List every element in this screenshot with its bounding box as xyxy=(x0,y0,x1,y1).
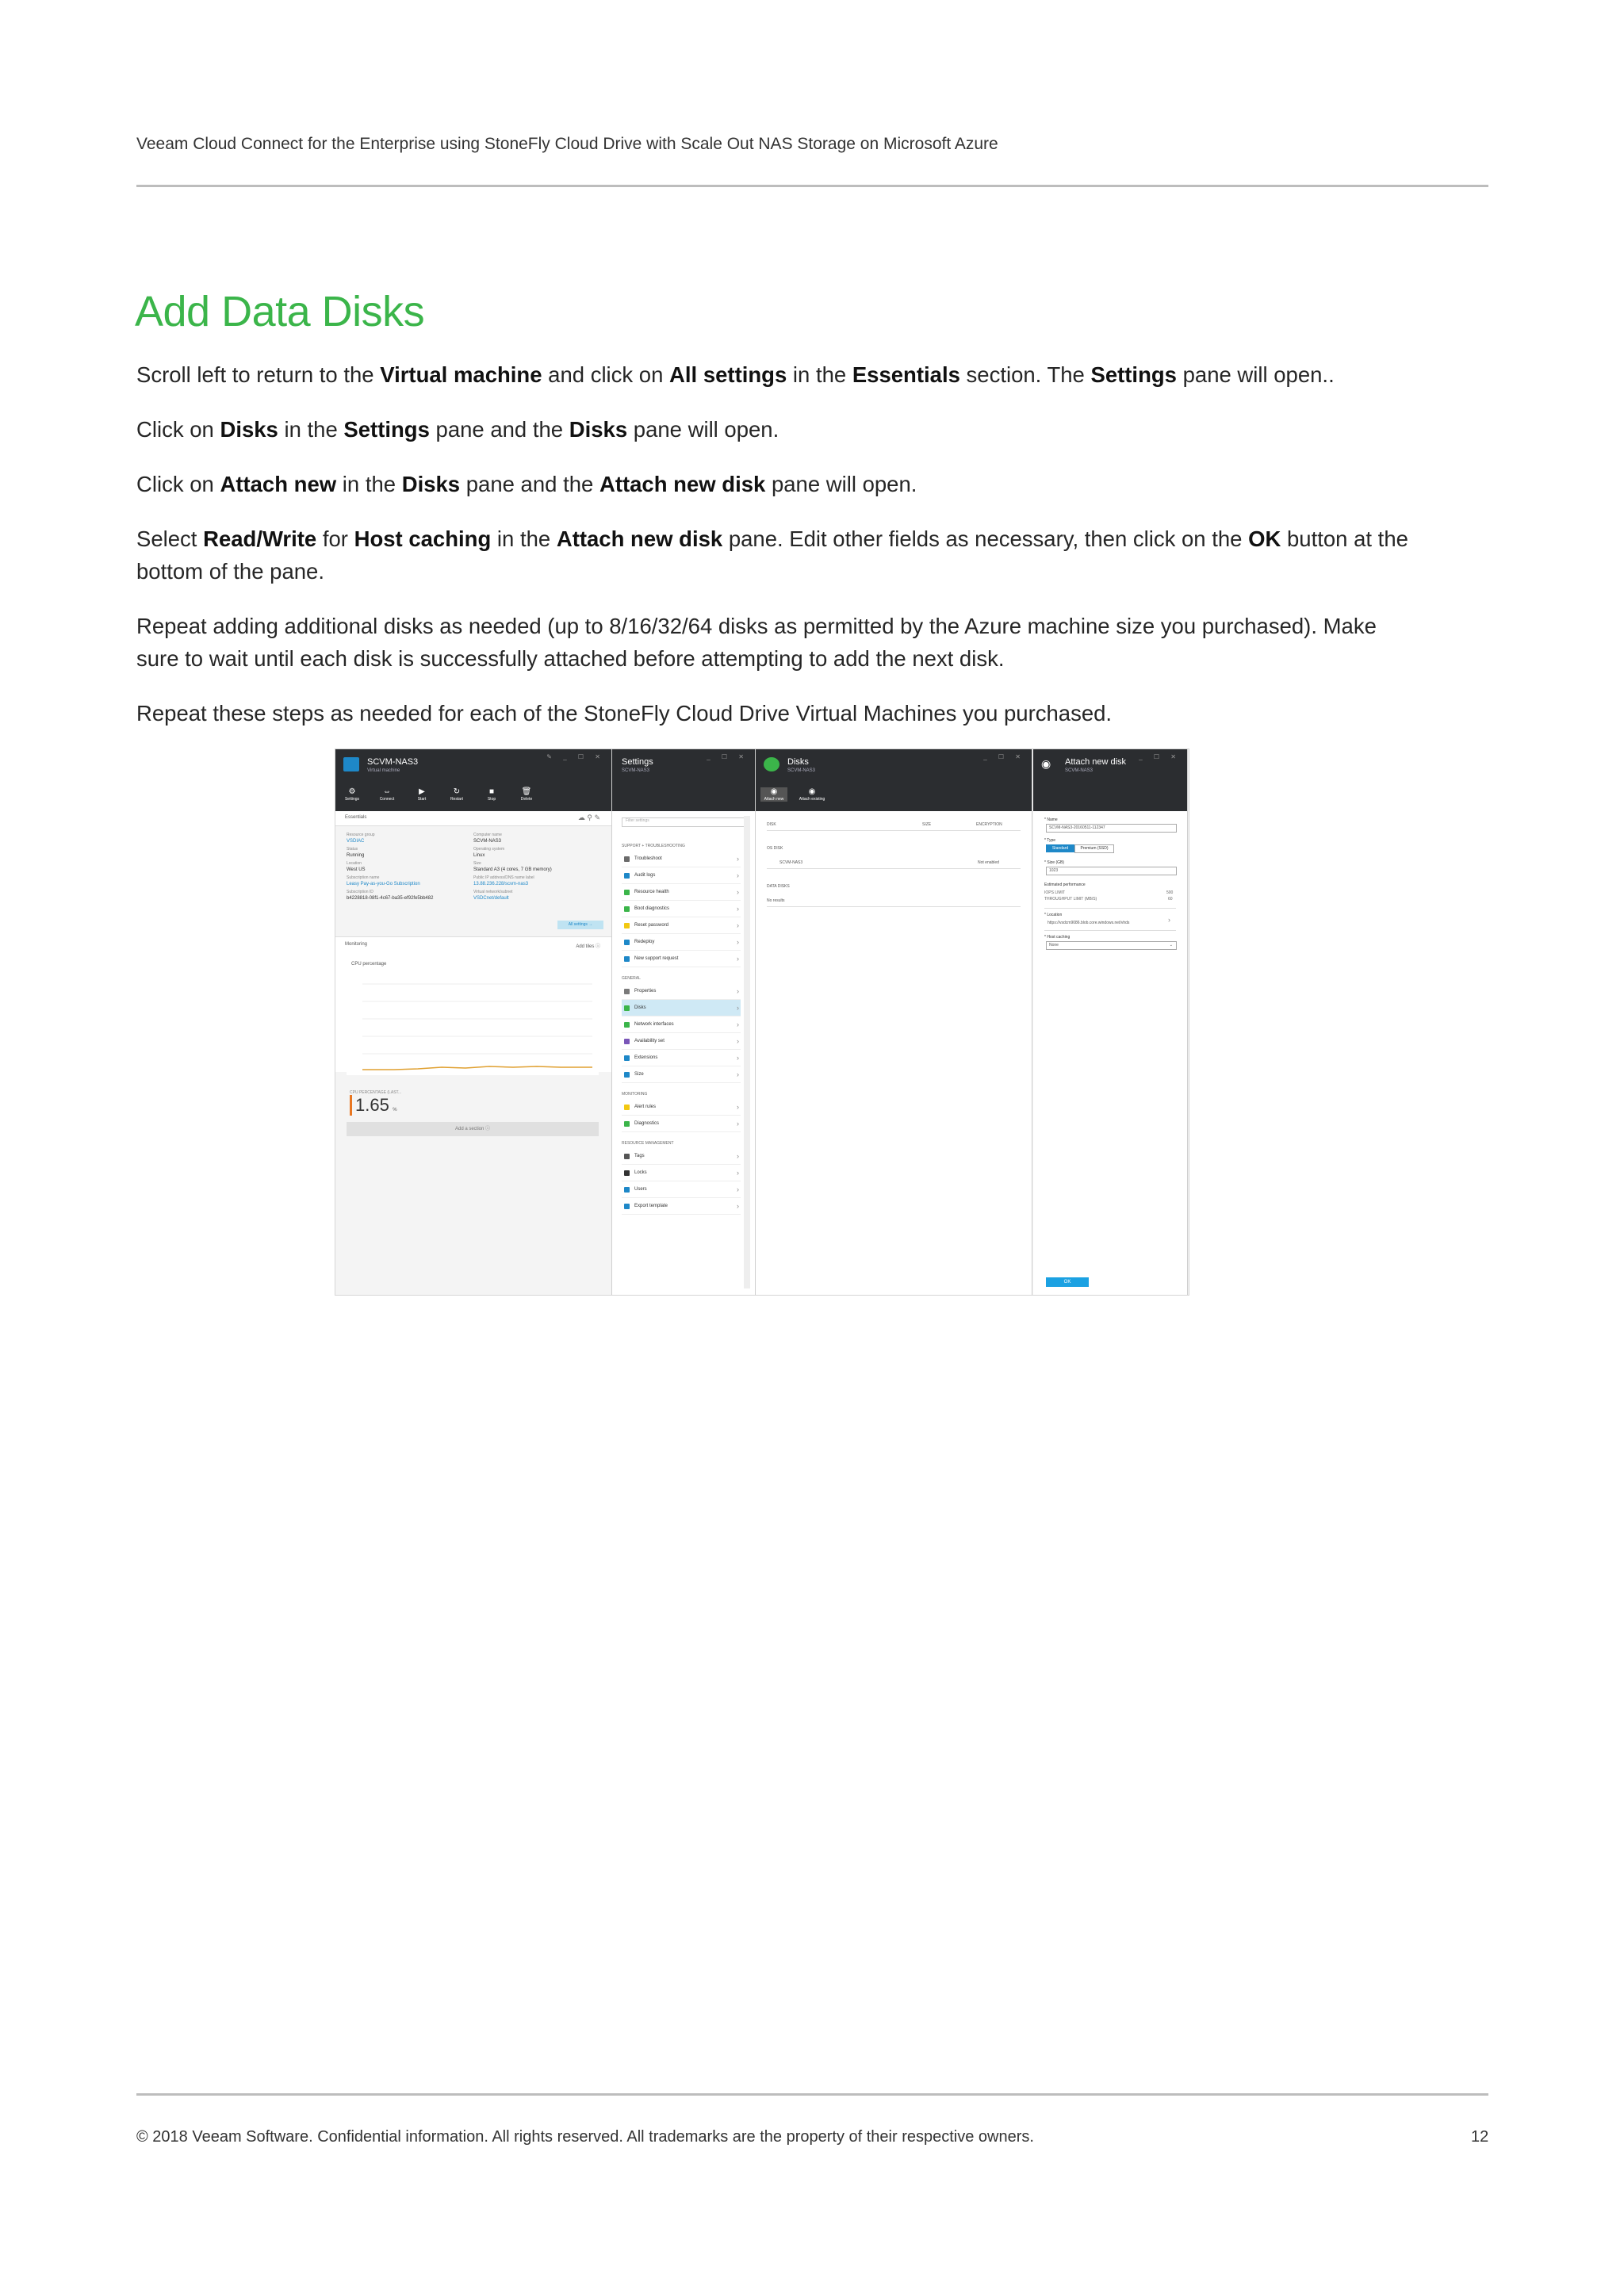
cpu-chart-tile[interactable] xyxy=(347,960,599,1075)
divider xyxy=(767,906,1021,907)
settings-item-label: Diagnostics xyxy=(634,1121,660,1126)
attach-new-button[interactable]: ◉ Attach new xyxy=(760,787,787,802)
settings-item-label: Availability set xyxy=(634,1039,665,1043)
chevron-right-icon: › xyxy=(737,921,739,929)
chevron-right-icon: › xyxy=(737,1070,739,1078)
essentials-field-label: Virtual network/subnet xyxy=(473,890,513,894)
attach-blade-header xyxy=(1033,749,1187,811)
host-caching-select[interactable]: None ⌄ xyxy=(1046,941,1177,950)
settings-item-locks[interactable] xyxy=(622,1165,741,1181)
cpu-chart-title: CPU percentage xyxy=(351,962,387,967)
essentials-grid xyxy=(347,832,600,902)
disks-col-encryption: ENCRYPTION xyxy=(976,822,1002,827)
paragraph xyxy=(136,523,1421,588)
disks-icon xyxy=(624,1005,630,1011)
header-rule xyxy=(136,185,1488,187)
attach-new-disk-blade xyxy=(1033,749,1188,1295)
text-run: Select xyxy=(136,526,204,551)
text-run: for xyxy=(316,526,354,551)
cpu-metric-value: 1.65 xyxy=(355,1095,389,1115)
host-caching-label: * Host caching xyxy=(1044,935,1071,940)
essentials-field-label: Computer name xyxy=(473,833,502,837)
text-run: in the xyxy=(336,472,402,496)
vm-blade-title: SCVM-NAS3 xyxy=(367,757,419,767)
os-disk-header: OS DISK xyxy=(767,846,783,851)
divider xyxy=(767,830,1021,831)
chevron-right-icon: › xyxy=(737,987,739,995)
iops-limit-label: IOPS LIMIT xyxy=(1044,890,1066,895)
settings-blade-header xyxy=(612,749,755,811)
bold-term: Essentials xyxy=(852,362,960,387)
essentials-field-value: SCVM-NAS3 xyxy=(473,839,502,844)
extensions-icon xyxy=(624,1055,630,1061)
troubleshoot-icon xyxy=(624,856,630,862)
bold-term: Attach new xyxy=(220,472,337,496)
essentials-toolbar-icons[interactable]: ☁ ⚲ ✎ xyxy=(577,814,600,821)
estimated-performance-label: Estimated performance xyxy=(1044,882,1086,887)
window-controls[interactable]: _ ☐ ✕ xyxy=(707,753,749,760)
paragraph xyxy=(136,697,1421,729)
essentials-field[interactable] xyxy=(347,875,473,887)
throughput-limit-value: 60 xyxy=(1168,897,1173,902)
paragraph xyxy=(136,610,1421,675)
text-run: in the xyxy=(787,362,852,387)
bold-term: Attach new disk xyxy=(556,526,723,551)
text-run: and click on xyxy=(542,362,670,387)
gear-icon: ⚙ xyxy=(348,787,356,796)
essentials-field-value[interactable]: 13.88.236.228/scvm-nas3 xyxy=(473,882,529,886)
chevron-right-icon: › xyxy=(737,905,739,913)
disks-blade-subtitle: SCVM-NAS3 xyxy=(787,768,816,773)
settings-item-label: Resource health xyxy=(634,890,669,894)
chevron-down-icon: ⌄ xyxy=(1169,943,1173,948)
settings-item-network-interfaces[interactable] xyxy=(622,1016,741,1033)
cpu-metric-unit: % xyxy=(393,1108,397,1112)
text-run: pane. Edit other fields as necessary, then click on the xyxy=(722,526,1249,551)
vm-command-bar xyxy=(340,787,538,802)
attach-blade-title: Attach new disk xyxy=(1065,757,1127,767)
essentials-field xyxy=(473,846,600,859)
new-support-request-icon xyxy=(624,956,630,962)
location-label: * Location xyxy=(1044,913,1063,917)
delete-command[interactable]: 🗑 Delete xyxy=(515,787,538,802)
essentials-field-label: Status xyxy=(347,847,358,852)
bold-term: Virtual machine xyxy=(380,362,542,387)
essentials-field-label: Public IP address/DNS name label xyxy=(473,875,534,880)
settings-item-label: Alert rules xyxy=(634,1105,657,1109)
chevron-right-icon: › xyxy=(737,1185,739,1193)
text-run: button at the bottom of the pane. xyxy=(136,526,1408,584)
attach-existing-button[interactable]: ◉ Attach existing xyxy=(799,787,825,802)
restart-icon: ↻ xyxy=(453,787,461,796)
settings-item-label: Network interfaces xyxy=(634,1022,674,1027)
monitoring-label: Monitoring xyxy=(345,942,368,947)
audit-logs-icon xyxy=(624,873,630,879)
disks-col-disk: DISK xyxy=(767,822,776,827)
chevron-right-icon: › xyxy=(737,1037,739,1045)
chevron-right-icon: › xyxy=(737,1169,739,1177)
settings-group-header: RESOURCE MANAGEMENT xyxy=(622,1141,674,1146)
footer-copyright: © 2018 Veeam Software. Confidential information. All rights reserved. All trademarks are the property of their respective owners. xyxy=(136,2128,1034,2146)
redeploy-icon xyxy=(624,940,630,945)
paragraph xyxy=(136,468,1421,500)
bold-term: Host caching xyxy=(354,526,492,551)
settings-group-header: MONITORING xyxy=(622,1092,648,1097)
essentials-field xyxy=(347,889,473,902)
azure-portal-screenshot xyxy=(335,748,1189,1296)
text-run: in the xyxy=(491,526,557,551)
vm-icon xyxy=(343,757,359,771)
settings-item-properties[interactable] xyxy=(622,983,741,1000)
text-run: pane will open. xyxy=(627,417,779,442)
section-title: Add Data Disks xyxy=(135,288,425,335)
essentials-field-value: West US xyxy=(347,867,366,872)
scrollbar[interactable] xyxy=(744,816,750,1288)
settings-item-audit-logs[interactable] xyxy=(622,867,741,884)
connect-icon: ⇔ xyxy=(383,787,391,796)
essentials-field-label: Operating system xyxy=(473,847,505,852)
settings-item-diagnostics[interactable] xyxy=(622,1116,741,1132)
document-header: Veeam Cloud Connect for the Enterprise using StoneFly Cloud Drive with Scale Out NAS Storage on Microsoft Azure xyxy=(136,135,998,153)
start-command[interactable]: ▶ Start xyxy=(410,787,434,802)
disks-icon xyxy=(764,757,779,771)
essentials-field-value: Running xyxy=(347,853,365,858)
settings-item-label: Disks xyxy=(634,1005,646,1010)
network-interfaces-icon xyxy=(624,1022,630,1028)
essentials-field xyxy=(473,832,600,844)
type-label: * Type xyxy=(1044,838,1056,843)
name-label: * Name xyxy=(1044,817,1058,822)
settings-item-alert-rules[interactable] xyxy=(622,1099,741,1116)
essentials-field-label: Resource group xyxy=(347,833,375,837)
chevron-right-icon[interactable]: › xyxy=(1168,916,1170,924)
bold-term: Settings xyxy=(1090,362,1177,387)
resource-health-icon xyxy=(624,890,630,895)
window-controls[interactable]: _ ☐ ✕ xyxy=(1139,753,1181,760)
settings-item-label: Export template xyxy=(634,1204,668,1208)
chevron-right-icon: › xyxy=(737,1020,739,1028)
essentials-field xyxy=(347,846,473,859)
chevron-right-icon: › xyxy=(737,938,739,946)
essentials-field-label: Subscription name xyxy=(347,875,380,880)
settings-item-label: Troubleshoot xyxy=(634,856,662,861)
attach-blade-subtitle: SCVM-NAS3 xyxy=(1065,768,1094,773)
cpu-metric-label: CPU PERCENTAGE (LAST... xyxy=(350,1090,402,1095)
iops-limit-value: 500 xyxy=(1166,890,1174,895)
chevron-right-icon: › xyxy=(737,955,739,963)
data-disks-header: DATA DISKS xyxy=(767,884,790,889)
settings-item-resource-health[interactable] xyxy=(622,884,741,901)
settings-item-availability-set[interactable] xyxy=(622,1033,741,1050)
settings-blade-subtitle: SCVM-NAS3 xyxy=(622,768,650,773)
essentials-field-value: Linux xyxy=(473,853,485,858)
no-results-text: No results xyxy=(767,898,785,903)
chevron-right-icon: › xyxy=(737,1054,739,1062)
size-label: * Size (GB) xyxy=(1044,860,1065,865)
add-tiles-link[interactable]: Add tiles ⓘ xyxy=(576,944,600,949)
reset-password-icon xyxy=(624,923,630,928)
settings-item-troubleshoot[interactable] xyxy=(622,851,741,867)
settings-item-label: Reset password xyxy=(634,923,669,928)
bold-term: Disks xyxy=(401,472,461,496)
window-controls[interactable]: ✎ _ ☐ ✕ xyxy=(546,753,605,760)
disks-command-bar xyxy=(760,787,825,802)
settings-group-header: GENERAL xyxy=(622,976,641,981)
settings-item-users[interactable] xyxy=(622,1181,741,1198)
settings-item-label: Locks xyxy=(634,1170,647,1175)
essentials-field[interactable] xyxy=(347,832,473,844)
settings-item-label: Boot diagnostics xyxy=(634,906,670,911)
bold-term: Disks xyxy=(220,417,278,442)
essentials-field-label: Subscription ID xyxy=(347,890,373,894)
type-standard-option[interactable]: Standard xyxy=(1046,844,1074,852)
settings-item-label: Size xyxy=(634,1072,644,1077)
essentials-label: Essentials xyxy=(345,815,367,820)
availability-set-icon xyxy=(624,1039,630,1044)
settings-blade-title: Settings xyxy=(622,757,653,767)
connect-command[interactable]: ⇔ Connect xyxy=(375,787,399,802)
essentials-field-value[interactable]: VSDIAC xyxy=(347,839,365,844)
settings-list xyxy=(622,835,741,1215)
name-input[interactable]: SCVM-NAS3-20160511-112347 xyxy=(1046,824,1177,833)
restart-command[interactable]: ↻ Restart xyxy=(445,787,469,802)
diagnostics-icon xyxy=(624,1121,630,1127)
essentials-field-label: Size xyxy=(473,861,481,866)
disk-icon: ◉ xyxy=(808,787,816,796)
settings-item-extensions[interactable] xyxy=(622,1050,741,1066)
disks-blade xyxy=(756,749,1032,1295)
settings-item-tags[interactable] xyxy=(622,1148,741,1165)
settings-item-label: Extensions xyxy=(634,1055,658,1060)
settings-blade xyxy=(612,749,756,1295)
divider xyxy=(767,868,1021,869)
disks-col-size: SIZE xyxy=(922,822,932,827)
tags-icon xyxy=(624,1154,630,1159)
text-run: pane will open. xyxy=(765,472,917,496)
page-number: 12 xyxy=(1471,2128,1489,2146)
throughput-limit-label: THROUGHPUT LIMIT (MB/S) xyxy=(1044,897,1097,902)
stop-command[interactable]: ■ Stop xyxy=(480,787,504,802)
text-run: Repeat these steps as needed for each of the StoneFly Cloud Drive Virtual Machines you purchased. xyxy=(136,701,1113,726)
text-run: pane and the xyxy=(429,417,569,442)
settings-item-label: Users xyxy=(634,1187,647,1192)
settings-item-disks[interactable] xyxy=(622,1000,741,1016)
vm-blade-header xyxy=(335,749,611,811)
chevron-right-icon: › xyxy=(737,871,739,879)
add-section-button[interactable]: Add a section ⓘ xyxy=(347,1122,599,1136)
settings-item-label: Audit logs xyxy=(634,873,656,878)
stop-icon: ■ xyxy=(488,787,495,796)
settings-item-export-template[interactable] xyxy=(622,1198,741,1215)
bold-term: OK xyxy=(1248,526,1281,551)
divider xyxy=(1044,930,1176,931)
essentials-field-value[interactable]: VSDCnet/default xyxy=(473,896,509,901)
text-run: section. The xyxy=(959,362,1091,387)
chevron-right-icon: › xyxy=(737,1004,739,1012)
settings-item-label: New support request xyxy=(634,956,679,961)
os-disk-encryption: Not enabled xyxy=(978,860,999,865)
instructions xyxy=(136,358,1421,752)
size-input[interactable]: 1023 xyxy=(1046,867,1177,875)
text-run: Click on xyxy=(136,417,220,442)
disks-blade-title: Disks xyxy=(787,757,809,767)
type-premium-option[interactable]: Premium (SSD) xyxy=(1074,844,1114,853)
chevron-right-icon: › xyxy=(737,1202,739,1210)
os-disk-name[interactable]: SCVM-NAS3 xyxy=(779,860,803,865)
locks-icon xyxy=(624,1170,630,1176)
settings-item-new-support-request[interactable] xyxy=(622,951,741,967)
bold-term: Attach new disk xyxy=(599,472,766,496)
text-run: Repeat adding additional disks as needed (up to 8/16/32/64 disks as permitted by the Azure machine size you purchased). Make sure to wait until each disk is successfully attached before attempting to add the next disk. xyxy=(136,614,1377,671)
divider xyxy=(1044,908,1176,909)
alert-rules-icon xyxy=(624,1105,630,1110)
disk-icon: ◉ xyxy=(1041,757,1051,770)
disks-blade-header xyxy=(756,749,1032,811)
cpu-metric xyxy=(350,1090,401,1116)
essentials-field-value: Standard A3 (4 cores, 7 GB memory) xyxy=(473,867,552,872)
settings-group-header: SUPPORT + TROUBLESHOOTING xyxy=(622,844,685,848)
essentials-field-value: b4228818-08f1-4c67-ba35-ef92fe5bb482 xyxy=(347,896,434,901)
bold-term: Settings xyxy=(343,417,430,442)
settings-command[interactable]: ⚙ Settings xyxy=(340,787,364,802)
bold-term: Disks xyxy=(569,417,628,442)
size-icon xyxy=(624,1072,630,1078)
play-icon: ▶ xyxy=(419,787,425,796)
essentials-field-value[interactable]: Leasy Pay-as-you-Go Subscription xyxy=(347,882,420,886)
essentials-field[interactable] xyxy=(473,875,600,887)
paragraph xyxy=(136,358,1421,391)
paragraph xyxy=(136,413,1421,446)
text-run: Click on xyxy=(136,472,220,496)
chevron-right-icon: › xyxy=(737,1120,739,1128)
settings-item-redeploy[interactable] xyxy=(622,934,741,951)
vm-blade-subtitle: Virtual machine xyxy=(367,768,400,773)
settings-item-label: Redeploy xyxy=(634,940,655,944)
essentials-field xyxy=(473,860,600,873)
filter-settings-input[interactable]: Filter settings xyxy=(622,817,745,827)
settings-item-label: Tags xyxy=(634,1154,645,1158)
settings-item-size[interactable] xyxy=(622,1066,741,1083)
essentials-bar[interactable] xyxy=(335,811,611,826)
users-icon xyxy=(624,1187,630,1193)
text-run: in the xyxy=(278,417,344,442)
essentials-field-label: Location xyxy=(347,861,362,866)
chevron-right-icon: › xyxy=(737,855,739,863)
export-template-icon xyxy=(624,1204,630,1209)
properties-icon xyxy=(624,989,630,994)
all-settings-button[interactable]: All settings → xyxy=(557,921,603,929)
footer-rule xyxy=(136,2093,1488,2096)
settings-item-boot-diagnostics[interactable] xyxy=(622,901,741,917)
trash-icon: 🗑 xyxy=(521,787,532,796)
text-run: pane will open.. xyxy=(1176,362,1335,387)
chevron-right-icon: › xyxy=(737,1103,739,1111)
cpu-chart-plot xyxy=(347,960,599,1075)
essentials-field[interactable] xyxy=(473,889,600,902)
essentials-field xyxy=(347,860,473,873)
chevron-right-icon: › xyxy=(737,1152,739,1160)
location-value[interactable]: https://vsdcm9086.blob.core.windows.net/vhds xyxy=(1048,921,1130,925)
boot-diagnostics-icon xyxy=(624,906,630,912)
settings-item-reset-password[interactable] xyxy=(622,917,741,934)
disk-icon: ◉ xyxy=(770,787,778,796)
text-run: Scroll left to return to the xyxy=(136,362,381,387)
window-controls[interactable]: _ ☐ ✕ xyxy=(983,753,1025,760)
text-run: pane and the xyxy=(460,472,599,496)
chevron-right-icon: › xyxy=(737,888,739,896)
bold-term: All settings xyxy=(669,362,787,387)
vm-blade xyxy=(335,749,612,1295)
ok-button[interactable]: OK xyxy=(1046,1277,1089,1287)
bold-term: Read/Write xyxy=(203,526,317,551)
settings-item-label: Properties xyxy=(634,989,657,994)
